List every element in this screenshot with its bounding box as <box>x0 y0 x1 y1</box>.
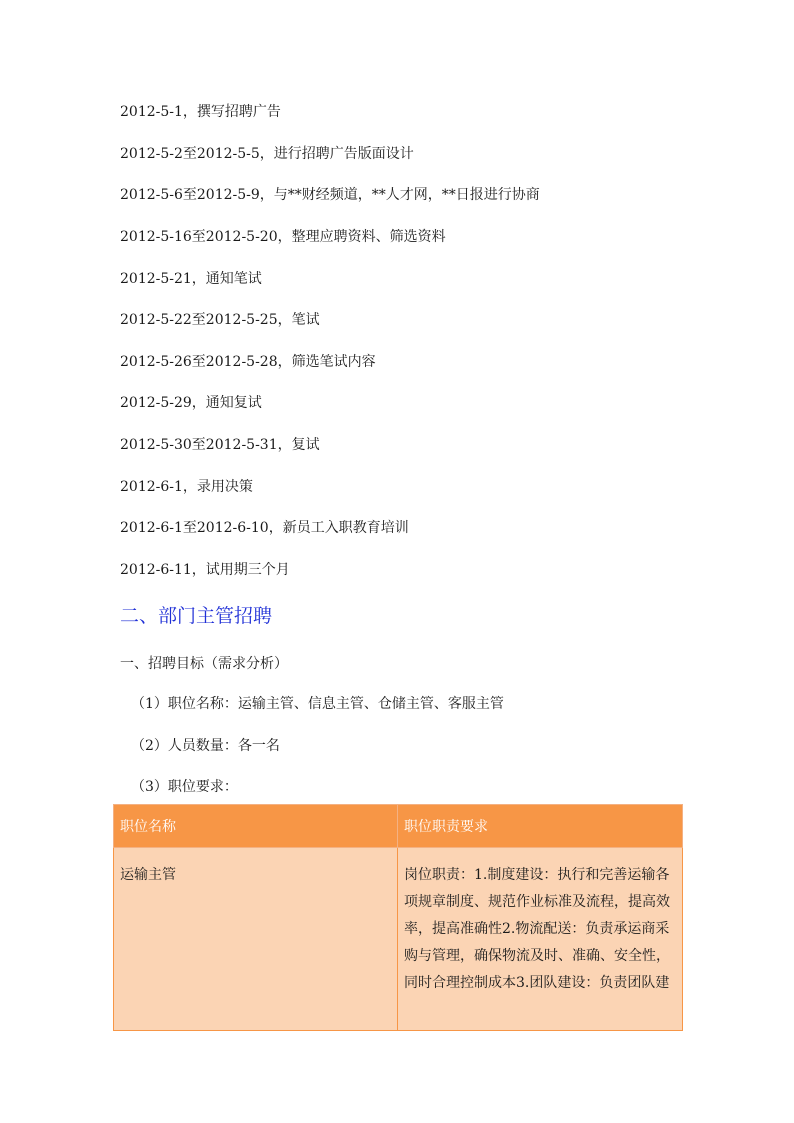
table-header-row <box>114 805 683 848</box>
schedule-line: 2012-5-26至2012-5-28，筛选笔试内容 <box>120 354 376 370</box>
requirement-item: （2）人员数量：各一名 <box>131 738 280 754</box>
cell-position-duties <box>398 848 683 1031</box>
schedule-line: 2012-5-21，通知笔试 <box>120 271 262 287</box>
section-heading: 二、部门主管招聘 <box>120 605 273 627</box>
schedule-line: 2012-5-1，撰写招聘广告 <box>120 104 281 120</box>
duties-text: 岗位职责：1.制度建设：执行和完善运输各项规章制度、规范作业标准及流程，提高效率，提高准确性2.物流配送：负责承运商采购与管理，确保物流及时、准确、安全性，同时合理控制成本3.团队建设：负责团队建 <box>404 867 670 991</box>
header-position-duties: 职位职责要求 <box>398 805 683 848</box>
schedule-line: 2012-6-11，试用期三个月 <box>120 562 290 578</box>
schedule-line: 2012-5-2至2012-5-5，进行招聘广告版面设计 <box>120 146 414 162</box>
cell-position-name: 运输主管 <box>114 848 398 1031</box>
schedule-line: 2012-5-30至2012-5-31，复试 <box>120 437 320 453</box>
schedule-line: 2012-6-1至2012-6-10，新员工入职教育培训 <box>120 520 409 536</box>
schedule-line: 2012-5-22至2012-5-25，笔试 <box>120 312 320 328</box>
schedule-line: 2012-6-1，录用决策 <box>120 479 253 495</box>
requirement-item: （1）职位名称：运输主管、信息主管、仓储主管、客服主管 <box>131 696 504 712</box>
schedule-line: 2012-5-16至2012-5-20，整理应聘资料、筛选资料 <box>120 229 446 245</box>
requirement-item: （3）职位要求： <box>131 779 238 795</box>
header-position-name: 职位名称 <box>114 805 398 848</box>
schedule-line: 2012-5-6至2012-5-9，与**财经频道，**人才网，**日报进行协商 <box>120 187 540 203</box>
subheading: 一、招聘目标（需求分析） <box>120 656 288 672</box>
table-row <box>114 848 683 1031</box>
job-requirements-table <box>113 804 683 1031</box>
schedule-line: 2012-5-29，通知复试 <box>120 395 262 411</box>
